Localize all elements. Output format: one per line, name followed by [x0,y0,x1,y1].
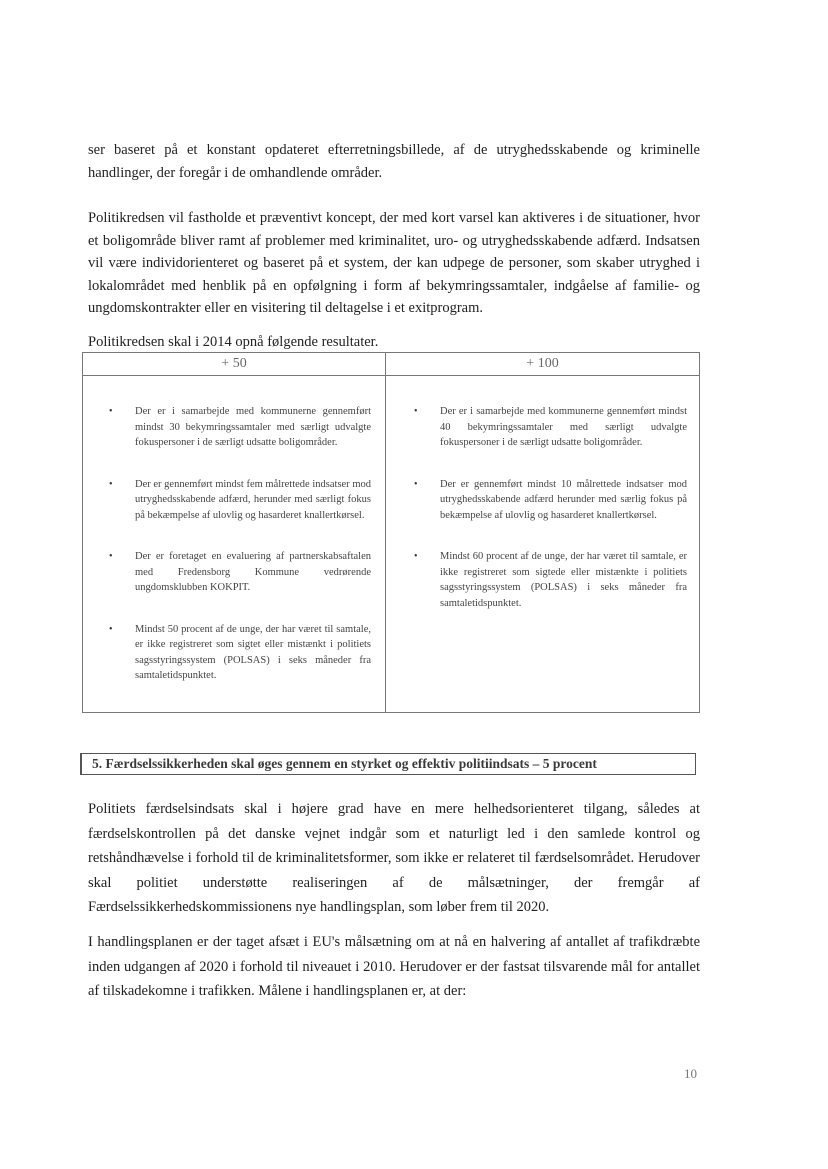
results-column-100 [386,353,699,712]
paragraph-intro-continuation [88,139,700,184]
list-item [406,477,687,524]
list-item [406,549,687,611]
bullet-icon: • [414,406,418,417]
bullet-icon: • [109,623,113,635]
bullet-icon: • [109,551,113,562]
paragraph-preventive-concept [88,207,700,320]
paragraph-text: ser baseret på et konstant opdateret efterretningsbillede, af de utryghedsskabende og kriminelle handlinger, der foregår i de omhandlende områder. [88,142,700,181]
column-body [386,376,699,611]
paragraph-text: Politikredsen vil fastholde et præventivt koncept, der med kort varsel kan aktiveres i de situationer, hvor et boligområde bliver ramt af problemer med kriminalitet, uro- og utryghedsskabende adfærd. Indsatsen vil være individorienteret og baseret på et system, der kan udpege de personer, som skaber utryghed i lokalområdet med henblik på en opfølgning i form af bekymringssamtaler, indgåelse af familie- og ungdomskontrakter eller en visitering til deltagelse i et exitprogram. [88,210,700,316]
section-heading-box [80,753,696,775]
list-item-text: Der er gennemført mindst fem målrettede indsatser mod utryghedsskabende adfærd, herunder med særligt fokus på bekæmpelse af ulovlig og hasarderet knallertkørsel. [135,478,371,521]
column-header: + 50 [83,353,385,376]
list-item-text: Der er foretaget en evaluering af partnerskabsaftalen med Fredensborg Kommune vedrørende ungdomsklubben KOKPIT. [135,551,371,593]
results-column-50 [83,353,386,712]
column-body [83,376,385,684]
column-header: + 100 [386,353,699,376]
list-item-text: Der er gennemført mindst 10 målrettede indsatser mod utryghedsskabende adfærd herunder med særlig fokus på bekæmpelse af ulovlig og hasarderet knallertkørsel. [440,478,687,521]
list-item [101,549,371,596]
bullet-icon: • [414,478,418,490]
bullet-icon: • [109,406,113,417]
paragraph-traffic-enforcement [88,797,700,920]
section-heading: 5. Færdselssikkerheden skal øges gennem en styrket og effektiv politiindsats – 5 procent [92,756,597,771]
paragraph-text: Politiets færdselsindsats skal i højere grad have en mere helhedsorienteret tilgang, således at færdselskontrollen på det danske vejnet indgår som et naturligt led i den samlede kontrol og retshåndhævelse i forhold til de kriminalitetsformer, som ikke er relateret til færdselsområdet. Herudover skal politiet understøtte realiseringen af de målsætninger, der fremgår af Færdselssikkerhedskommissionens nye handlingsplan, som løber frem til 2020. [88,801,700,915]
list-item-text: Der er i samarbejde med kommunerne gennemført mindst 40 bekymringssamtaler med særligt udvalgte fokuspersoner i de særligt udsatte boligområder. [440,406,687,448]
results-table [82,352,700,713]
bullet-list [101,404,371,684]
list-item [101,477,371,524]
list-item [101,404,371,451]
list-item [406,404,687,451]
bullet-icon: • [109,478,113,490]
list-item-text: Der er i samarbejde med kommunerne gennemført mindst 30 bekymringssamtaler med særligt udvalgte fokuspersoner i de særligt udsatte boligområder. [135,406,371,448]
list-item-text: Mindst 60 procent af de unge, der har været til samtale, er ikke registreret som sigtede eller mistænkte i politiets sagsstyringssystem (POLSAS) i seks måneder fra samtaletidspunktet. [440,551,687,609]
paragraph-action-plan [88,930,700,1004]
results-lead-in [88,331,700,354]
paragraph-text: I handlingsplanen er der taget afsæt i EU's målsætning om at nå en halvering af antallet af trafikdræbte inden udgangen af 2020 i forhold til niveauet i 2010. Herudover er der fastsat tilsvarende mål for antallet af tilskadekomne i trafikken. Målene i handlingsplanen er, at der: [88,934,700,999]
page-number: 10 [684,1066,697,1081]
list-item [101,622,371,684]
paragraph-text: Politikredsen skal i 2014 opnå følgende resultater. [88,334,379,350]
bullet-icon: • [414,551,418,562]
list-item-text: Mindst 50 procent af de unge, der har været til samtale, er ikke registreret som sigtet eller mistænkt i politiets sagsstyringssystem (POLSAS) i seks måneder fra samtaletidspunktet. [135,623,371,681]
bullet-list [406,404,687,611]
